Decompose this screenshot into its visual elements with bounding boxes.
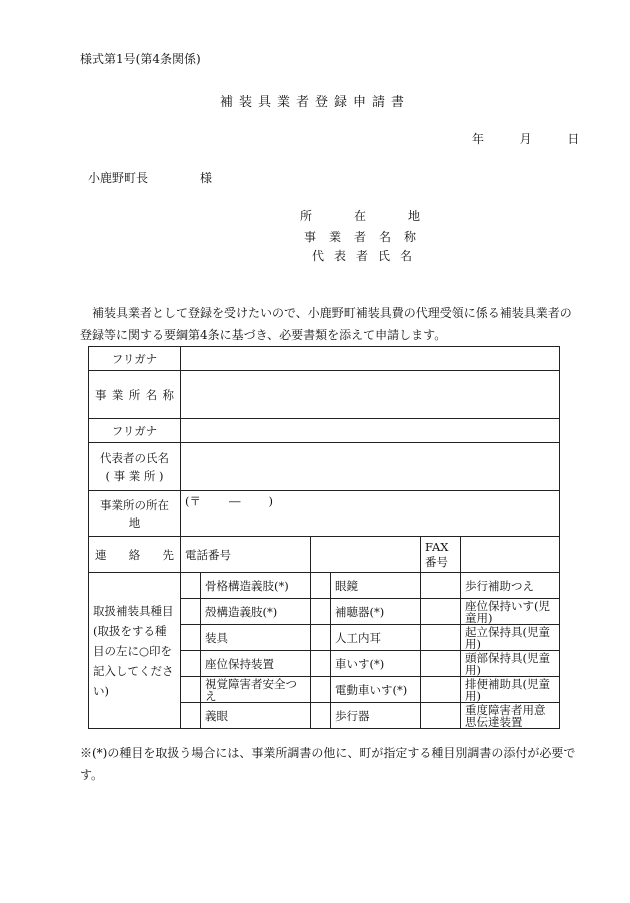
- device-item: 座位保持装置: [201, 651, 311, 677]
- applicant-location-label: 所 在 地: [300, 209, 420, 223]
- office-name-label: 事 業 所 名 称: [89, 371, 181, 419]
- phone-field[interactable]: [311, 537, 421, 573]
- device-type-label: 取扱補装具種目(取扱をする種目の左に○印を記入してください): [89, 573, 181, 729]
- form-number: 様式第1号(第4条関係): [80, 52, 201, 66]
- device-checkbox[interactable]: [181, 703, 201, 729]
- date-day: 日: [567, 132, 580, 146]
- registration-form-table: [88, 346, 560, 729]
- furigana2-row: [89, 419, 560, 443]
- application-statement: 補装具業者として登録を受けたいので、小鹿野町補装具費の代理受領に係る補装具業者の登録等に関する要綱第4条に基づき、必要書類を添えて申請します。: [80, 306, 572, 342]
- device-item: 座位保持いす(児童用): [461, 599, 560, 625]
- phone-label: 電話番号: [181, 537, 311, 573]
- furigana-row: [89, 347, 560, 371]
- furigana-label: フリガナ: [89, 347, 181, 371]
- furigana2-label: フリガナ: [89, 419, 181, 443]
- device-item: 人工内耳: [331, 625, 421, 651]
- device-checkbox[interactable]: [311, 677, 331, 703]
- device-checkbox[interactable]: [311, 625, 331, 651]
- office-name-row: [89, 371, 560, 419]
- date-month: 月: [519, 132, 532, 146]
- contact-label: 連 絡 先: [89, 537, 181, 573]
- device-checkbox[interactable]: [421, 625, 461, 651]
- addressee-name: 小鹿野町長: [88, 171, 149, 185]
- device-item: 殻構造義肢(*): [201, 599, 311, 625]
- device-item: 眼鏡: [331, 573, 421, 599]
- addressee-suffix: 様: [200, 171, 213, 185]
- device-checkbox[interactable]: [181, 573, 201, 599]
- device-item: 排便補助具(児童用): [461, 677, 560, 703]
- footnote: ※(*)の種目を取扱う場合には、事業所調書の他に、町が指定する種目別調書の添付が必要です。: [80, 746, 576, 782]
- device-checkbox[interactable]: [311, 573, 331, 599]
- device-item: 歩行器: [331, 703, 421, 729]
- device-checkbox[interactable]: [181, 599, 201, 625]
- device-checkbox[interactable]: [181, 651, 201, 677]
- contact-row: [89, 537, 560, 573]
- applicant-business-name-label: 事 業 者 名 称: [304, 230, 416, 244]
- device-item: 視覚障害者安全つえ: [201, 677, 311, 703]
- furigana2-field[interactable]: [181, 419, 560, 443]
- representative-label: 代表者の氏名 ( 事 業 所 ): [89, 443, 181, 491]
- device-checkbox[interactable]: [421, 599, 461, 625]
- device-item: 歩行補助つえ: [461, 573, 560, 599]
- device-item: 頭部保持具(児童用): [461, 651, 560, 677]
- device-checkbox[interactable]: [181, 625, 201, 651]
- fax-label: FAX番号: [421, 537, 461, 573]
- device-checkbox[interactable]: [181, 677, 201, 703]
- device-item: 電動車いす(*): [331, 677, 421, 703]
- document-title: 補装具業者登録申請書: [219, 95, 410, 110]
- address-field[interactable]: [181, 491, 560, 537]
- representative-row: [89, 443, 560, 491]
- zip-code: (〒 ― ): [185, 494, 273, 508]
- fax-field[interactable]: [461, 537, 560, 573]
- date-year: 年: [472, 132, 485, 146]
- address-label: 事業所の所在 地: [89, 491, 181, 537]
- device-item: 起立保持具(児童用): [461, 625, 560, 651]
- device-checkbox[interactable]: [421, 677, 461, 703]
- address-row: [89, 491, 560, 537]
- representative-field[interactable]: [181, 443, 560, 491]
- device-item: 車いす(*): [331, 651, 421, 677]
- device-checkbox[interactable]: [421, 573, 461, 599]
- device-checkbox[interactable]: [311, 599, 331, 625]
- applicant-representative-label: 代 表 者 氏 名: [312, 249, 412, 263]
- device-item: 装具: [201, 625, 311, 651]
- furigana-field[interactable]: [181, 347, 560, 371]
- device-item: 補聴器(*): [331, 599, 421, 625]
- date-line: [472, 130, 579, 147]
- office-name-field[interactable]: [181, 371, 560, 419]
- device-checkbox[interactable]: [311, 703, 331, 729]
- addressee: [88, 169, 212, 186]
- device-checkbox[interactable]: [421, 703, 461, 729]
- device-item: 義眼: [201, 703, 311, 729]
- device-row: [89, 573, 560, 599]
- device-checkbox[interactable]: [421, 651, 461, 677]
- device-checkbox[interactable]: [311, 651, 331, 677]
- device-item: 重度障害者用意思伝達装置: [461, 703, 560, 729]
- device-item: 骨格構造義肢(*): [201, 573, 311, 599]
